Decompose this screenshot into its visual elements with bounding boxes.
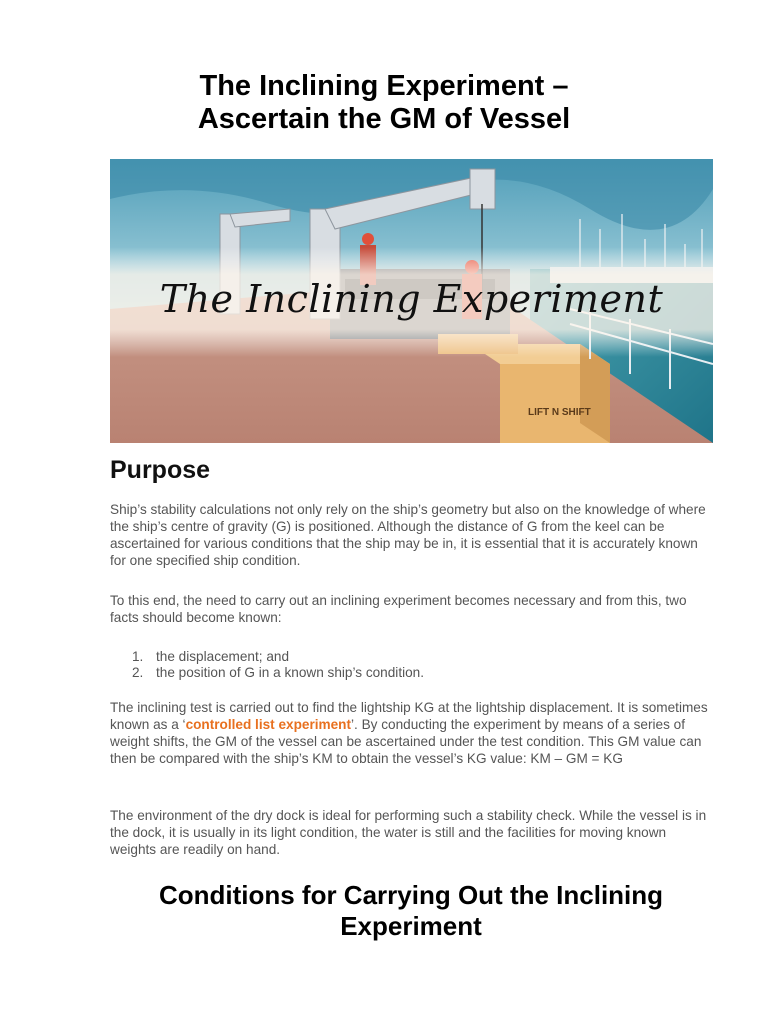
- crate-label: LIFT N SHIFT: [528, 407, 591, 418]
- list-item: [110, 665, 714, 681]
- para3-text-before: The inclining test is carried out to find the lightship KG at the lightship displacement. It is sometimes known as a ‘: [110, 700, 708, 732]
- title-line-2: Ascertain the GM of Vessel: [197, 103, 571, 135]
- hero-image: [110, 159, 713, 443]
- hero-caption: The Inclining Experiment: [159, 277, 664, 321]
- page-title: [60, 70, 708, 136]
- facts-list: [110, 649, 714, 681]
- para3-text-after: ’. By conducting the experiment by means of a series of weight shifts, the GM of the vessel can be ascertained under the test condition. This GM value can then be compared with the ship’s KM to obtain the vessel’s KG value: KM – GM = KG: [110, 717, 702, 766]
- list-text: the position of G in a known ship’s condition.: [156, 665, 425, 680]
- list-number: 2.: [132, 665, 144, 680]
- purpose-heading: Purpose: [110, 456, 211, 484]
- purpose-paragraph-1: Ship’s stability calculations not only rely on the ship’s geometry but also on the knowledge of where the ship’s centre of gravity (G) is positioned. Although the distance of G from the keel can be ascertained for various conditions that the ship may be in, it is essential that it is accurately known for one specified ship condition.: [110, 502, 706, 568]
- purpose-paragraph-3: [110, 699, 714, 767]
- controlled-list-experiment-link[interactable]: controlled list experiment: [185, 717, 351, 732]
- purpose-paragraph-4: The environment of the dry dock is ideal for performing such a stability check. While the vessel is in the dock, it is usually in its light condition, the water is still and the facilities for moving known weights are readily on hand.: [110, 808, 707, 857]
- list-text: the displacement; and: [156, 649, 290, 664]
- title-line-1: The Inclining Experiment –: [199, 70, 569, 102]
- purpose-paragraph-2: To this end, the need to carry out an inclining experiment becomes necessary and from this, two facts should become known:: [110, 593, 687, 625]
- list-number: 1.: [132, 649, 144, 664]
- conditions-heading: Conditions for Carrying Out the Inclining Experiment: [158, 880, 664, 941]
- list-item: [110, 649, 714, 665]
